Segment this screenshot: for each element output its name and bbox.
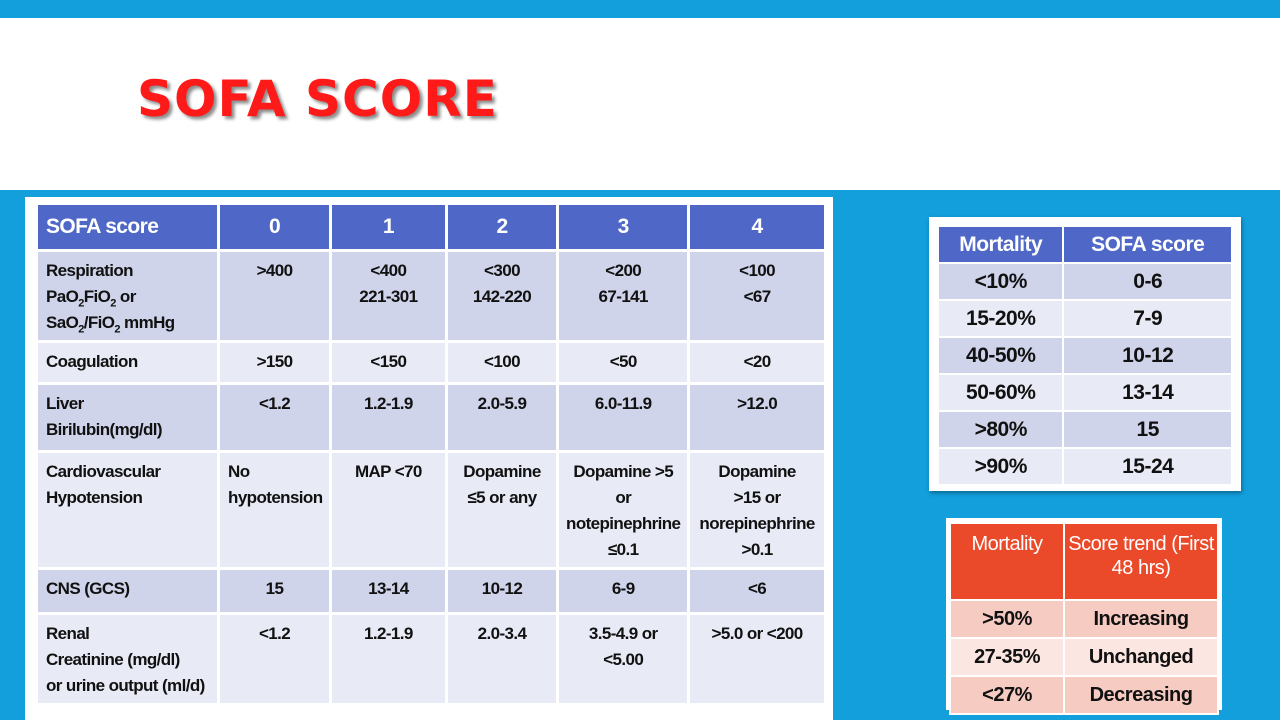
table-cell: 15-20%: [938, 300, 1063, 337]
table-cell: [689, 452, 826, 569]
table-row: [37, 384, 826, 452]
table-cell: [219, 251, 331, 342]
cell-line: >12.0: [737, 394, 778, 413]
table-row: [950, 638, 1218, 676]
cell-line: norepinephrine: [699, 514, 815, 533]
cell-line: <20: [743, 352, 771, 371]
cell-line: Dopamine: [463, 462, 541, 481]
header-cell: 2: [446, 204, 558, 251]
cell-line: 67-141: [598, 287, 648, 306]
table-cell: [689, 251, 826, 342]
table-cell: [219, 452, 331, 569]
table-row: [938, 337, 1232, 374]
cell-line: Dopamine: [718, 462, 796, 481]
cell-line: 1.2-1.9: [363, 394, 413, 413]
cell-line: <50: [609, 352, 637, 371]
cell-line: <1.2: [258, 394, 291, 413]
cell-line: <300: [484, 261, 520, 280]
cell-line: <150: [370, 352, 407, 371]
label-line: Birilubin(mg/dl): [46, 420, 162, 439]
cell-line: >0.1: [741, 540, 773, 559]
cell-line: <400: [370, 261, 407, 280]
table-row: [37, 251, 826, 342]
label-line: Renal: [46, 624, 90, 643]
table-cell: [558, 614, 689, 705]
cell-line: ≤0.1: [607, 540, 639, 559]
table-cell: [331, 342, 447, 384]
table-cell: Increasing: [1064, 600, 1218, 638]
cell-line: 13-14: [368, 579, 409, 598]
table-cell: [446, 342, 558, 384]
table-row: [938, 448, 1232, 485]
cell-line: <6: [747, 579, 767, 598]
cell-line: hypotension: [228, 488, 323, 507]
sofa-header-row: [37, 204, 826, 251]
trend-header-row: [950, 523, 1218, 600]
table-cell: 7-9: [1063, 300, 1232, 337]
sofa-table-panel: [25, 197, 833, 720]
slide-title: SOFA SCORE: [137, 70, 498, 128]
label-line: SaO$_2$/FiO$_2$ mmHg: [46, 313, 175, 336]
label-line: Cardiovascular: [46, 462, 161, 481]
cell-line: >400: [256, 261, 293, 280]
cell-line: 10-12: [481, 579, 523, 598]
label-line: Liver: [46, 394, 84, 413]
table-cell: [219, 569, 331, 614]
table-cell: [219, 384, 331, 452]
row-label: [37, 569, 219, 614]
header-cell: Mortality: [938, 226, 1063, 263]
table-cell: [331, 569, 447, 614]
cell-line: ≤5 or any: [467, 488, 537, 507]
sofa-score-table: [35, 202, 827, 706]
cell-line: <1.2: [258, 624, 291, 643]
table-cell: [689, 569, 826, 614]
cell-line: >15 or: [733, 488, 781, 507]
cell-line: MAP <70: [354, 462, 422, 481]
cell-line: <200: [605, 261, 642, 280]
table-row: [938, 374, 1232, 411]
table-row: [37, 342, 826, 384]
table-cell: [446, 384, 558, 452]
cell-line: 6-9: [611, 579, 635, 598]
row-label: [37, 384, 219, 452]
label-line: Respiration: [46, 261, 133, 280]
header-cell: 4: [689, 204, 826, 251]
table-cell: >50%: [950, 600, 1064, 638]
cell-line: 2.0-3.4: [477, 624, 527, 643]
row-label: [37, 251, 219, 342]
table-cell: [689, 614, 826, 705]
row-label: [37, 342, 219, 384]
table-cell: [558, 342, 689, 384]
table-row: [37, 452, 826, 569]
table-cell: >80%: [938, 411, 1063, 448]
cell-line: >150: [256, 352, 293, 371]
table-row: [938, 300, 1232, 337]
cell-line: <5.00: [603, 650, 644, 669]
table-cell: [558, 569, 689, 614]
label-line: PaO$_2$FiO$_2$ or: [46, 287, 136, 310]
cell-line: 1.2-1.9: [363, 624, 413, 643]
score-trend-table: [949, 522, 1219, 715]
cell-line: notepinephrine: [566, 514, 681, 533]
table-cell: [446, 569, 558, 614]
cell-line: <67: [743, 287, 771, 306]
table-row: [37, 569, 826, 614]
table-cell: 13-14: [1063, 374, 1232, 411]
cell-line: 142-220: [472, 287, 532, 306]
header-cell: Mortality: [950, 523, 1064, 600]
mortality-header-row: [938, 226, 1232, 263]
table-cell: [331, 384, 447, 452]
cell-line: 15: [265, 579, 284, 598]
cell-line: <100: [484, 352, 520, 371]
table-cell: [446, 452, 558, 569]
table-cell: [331, 251, 447, 342]
cell-line: 2.0-5.9: [477, 394, 527, 413]
cell-line: >5.0 or <200: [711, 624, 803, 643]
table-cell: [558, 452, 689, 569]
table-cell: 15: [1063, 411, 1232, 448]
cell-line: Dopamine >5: [573, 462, 674, 481]
table-cell: 40-50%: [938, 337, 1063, 374]
table-row: [950, 676, 1218, 714]
row-label: [37, 452, 219, 569]
table-cell: >90%: [938, 448, 1063, 485]
cell-line: 221-301: [359, 287, 418, 306]
table-cell: 10-12: [1063, 337, 1232, 374]
table-cell: [446, 251, 558, 342]
mortality-table-panel: [929, 217, 1241, 491]
table-row: [37, 614, 826, 705]
row-label: [37, 614, 219, 705]
header-cell: Score trend (First 48 hrs): [1064, 523, 1218, 600]
table-row: [938, 411, 1232, 448]
label-line: or urine output (ml/d): [46, 676, 205, 695]
header-cell: 0: [219, 204, 331, 251]
table-cell: 0-6: [1063, 263, 1232, 300]
label-line: Hypotension: [46, 488, 143, 507]
cell-line: <100: [739, 261, 776, 280]
mortality-table: [937, 225, 1233, 486]
table-cell: [558, 384, 689, 452]
score-trend-panel: [946, 518, 1222, 710]
table-cell: 15-24: [1063, 448, 1232, 485]
table-cell: [689, 342, 826, 384]
label-line: Coagulation: [46, 352, 138, 371]
table-row: [938, 263, 1232, 300]
header-cell: SOFA score: [1063, 226, 1232, 263]
cell-line: or: [615, 488, 632, 507]
cell-line: 6.0-11.9: [594, 394, 652, 413]
table-cell: 27-35%: [950, 638, 1064, 676]
table-cell: [446, 614, 558, 705]
header-cell: 3: [558, 204, 689, 251]
table-cell: 50-60%: [938, 374, 1063, 411]
table-cell: [331, 452, 447, 569]
header-cell: SOFA score: [37, 204, 219, 251]
table-cell: [219, 614, 331, 705]
table-cell: Unchanged: [1064, 638, 1218, 676]
header-cell: 1: [331, 204, 447, 251]
label-line: CNS (GCS): [46, 579, 130, 598]
table-cell: <10%: [938, 263, 1063, 300]
table-cell: [558, 251, 689, 342]
table-cell: <27%: [950, 676, 1064, 714]
table-row: [950, 600, 1218, 638]
table-cell: [689, 384, 826, 452]
cell-line: No: [228, 462, 250, 481]
table-cell: [219, 342, 331, 384]
cell-line: 3.5-4.9 or: [588, 624, 658, 643]
table-cell: Decreasing: [1064, 676, 1218, 714]
label-line: Creatinine (mg/dl): [46, 650, 180, 669]
table-cell: [331, 614, 447, 705]
